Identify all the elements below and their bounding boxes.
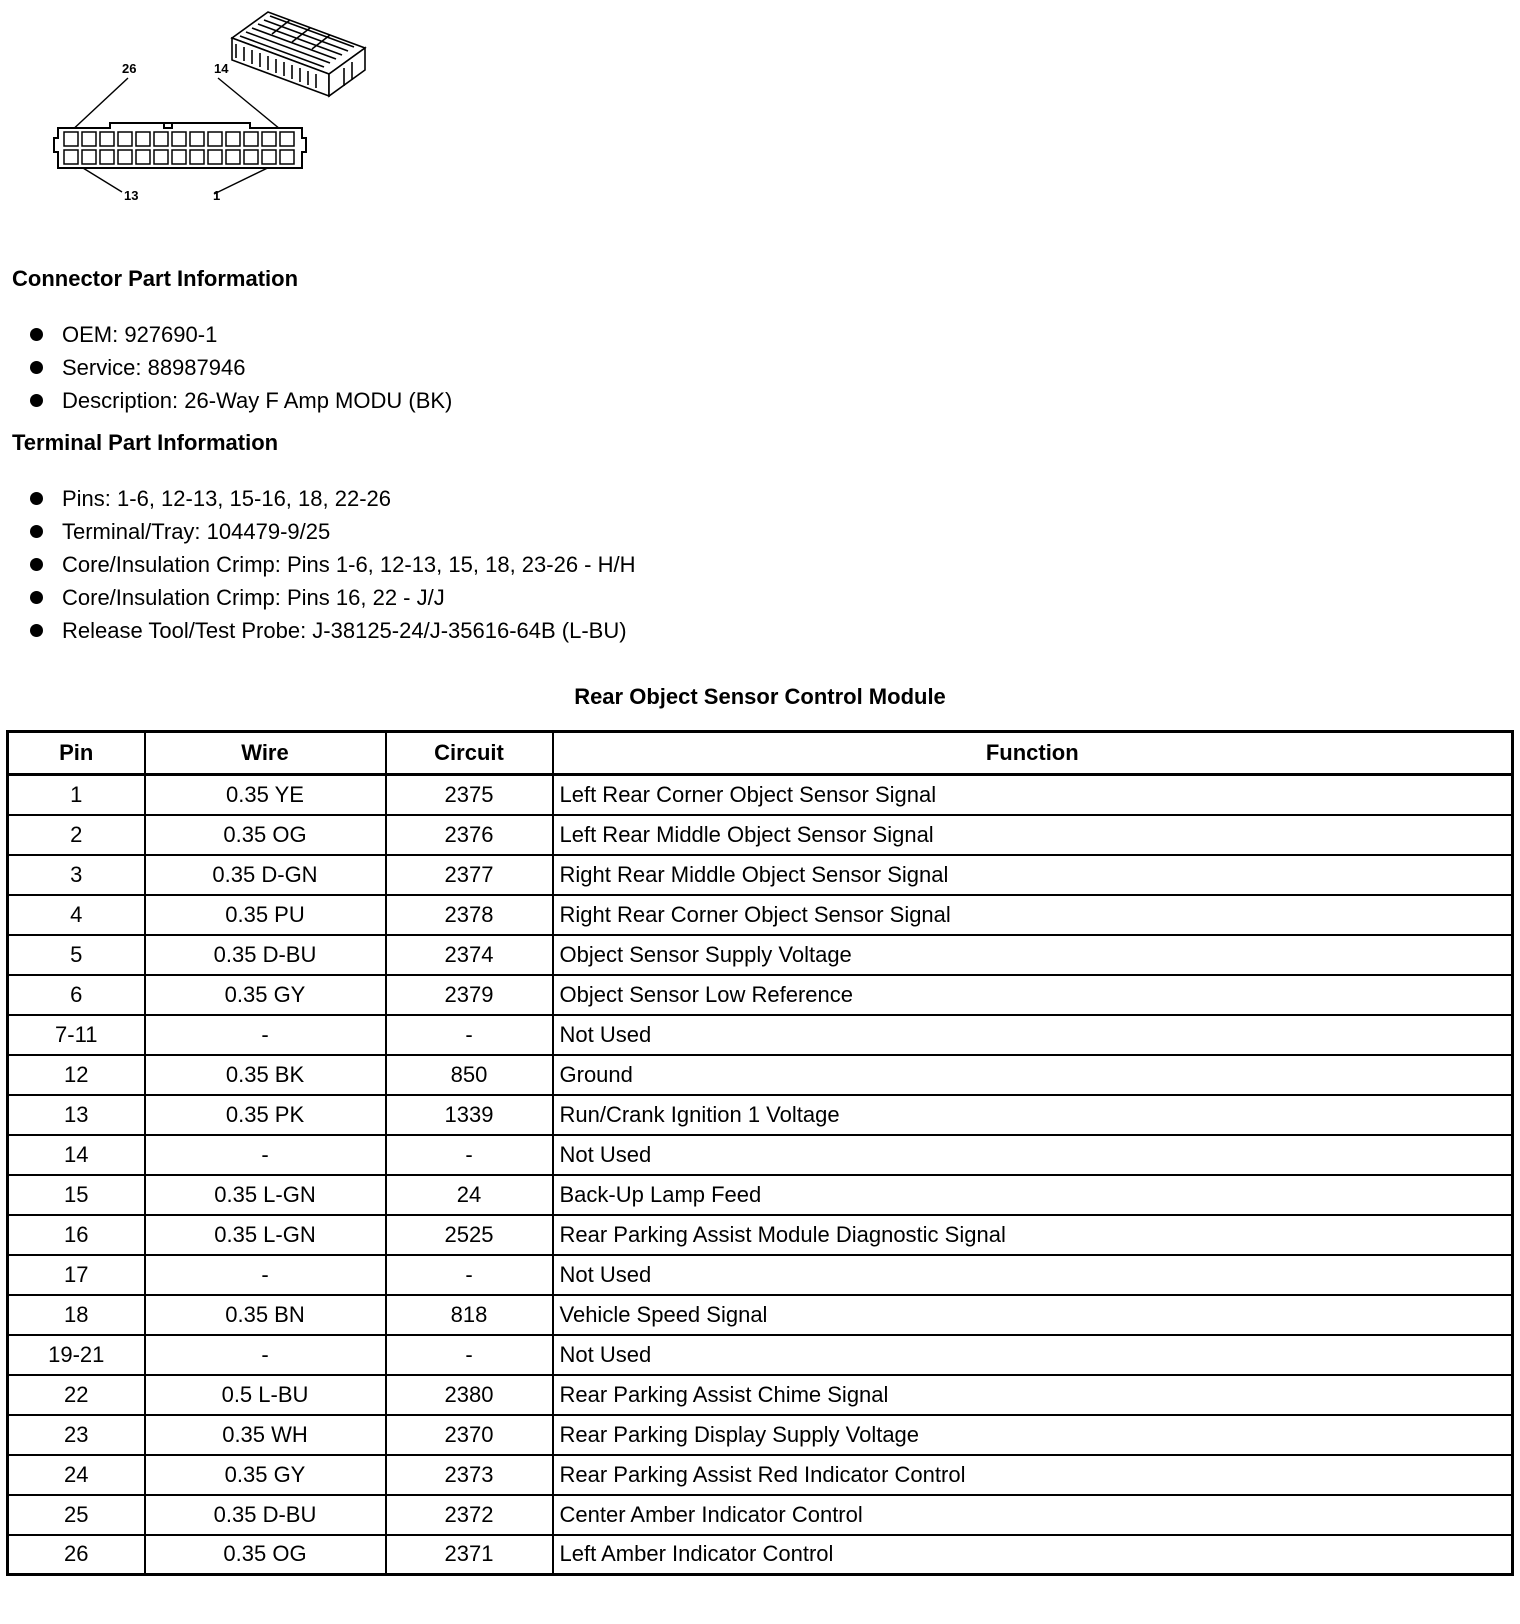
cell-wire: 0.35 GY: [145, 1455, 386, 1495]
cell-function: Run/Crank Ignition 1 Voltage: [553, 1095, 1513, 1135]
cell-circuit: 2373: [386, 1455, 553, 1495]
cell-function: Not Used: [553, 1255, 1513, 1295]
connector-part-oem: OEM: 927690-1: [62, 322, 218, 347]
table-row: [8, 1455, 1513, 1495]
list-item: [30, 581, 636, 614]
cell-pin: 7-11: [8, 1015, 145, 1055]
table-row: [8, 1135, 1513, 1175]
connector-drawing: [40, 10, 380, 215]
cell-pin: 24: [8, 1455, 145, 1495]
bullet-icon: [30, 558, 43, 571]
cell-circuit: 2379: [386, 975, 553, 1015]
terminal-part-release-tool: Release Tool/Test Probe: J-38125-24/J-35616-64B (L-BU): [62, 618, 627, 643]
cell-circuit: 2377: [386, 855, 553, 895]
table-row: [8, 855, 1513, 895]
cell-function: Object Sensor Supply Voltage: [553, 935, 1513, 975]
cell-function: Center Amber Indicator Control: [553, 1495, 1513, 1535]
cell-circuit: 818: [386, 1295, 553, 1335]
cell-pin: 18: [8, 1295, 145, 1335]
cell-pin: 15: [8, 1175, 145, 1215]
cell-pin: 22: [8, 1375, 145, 1415]
cell-wire: 0.35 BK: [145, 1055, 386, 1095]
list-item: [30, 614, 636, 647]
table-header-row: [8, 732, 1513, 775]
cell-function: Left Rear Middle Object Sensor Signal: [553, 815, 1513, 855]
list-item: [30, 515, 636, 548]
table-row: [8, 1495, 1513, 1535]
terminal-part-pins: Pins: 1-6, 12-13, 15-16, 18, 22-26: [62, 486, 391, 511]
cell-circuit: 2380: [386, 1375, 553, 1415]
table-row: [8, 975, 1513, 1015]
connector-part-description: Description: 26-Way F Amp MODU (BK): [62, 388, 453, 413]
table-row: [8, 1175, 1513, 1215]
cell-circuit: 2372: [386, 1495, 553, 1535]
cell-circuit: -: [386, 1135, 553, 1175]
cell-pin: 1: [8, 775, 145, 815]
cell-function: Right Rear Corner Object Sensor Signal: [553, 895, 1513, 935]
connector-part-heading: Connector Part Information: [12, 266, 299, 291]
cell-function: Not Used: [553, 1135, 1513, 1175]
table-title: Rear Object Sensor Control Module: [574, 684, 946, 709]
cell-pin: 19-21: [8, 1335, 145, 1375]
list-item: [30, 351, 452, 384]
cell-pin: 12: [8, 1055, 145, 1095]
cell-wire: 0.35 OG: [145, 1535, 386, 1575]
cell-pin: 4: [8, 895, 145, 935]
cell-wire: 0.35 GY: [145, 975, 386, 1015]
cell-wire: 0.35 D-BU: [145, 1495, 386, 1535]
list-item: [30, 384, 452, 417]
bullet-icon: [30, 394, 43, 407]
cell-circuit: 2525: [386, 1215, 553, 1255]
connector-part-list: [30, 318, 452, 417]
connector-part-service: Service: 88987946: [62, 355, 246, 380]
cell-wire: -: [145, 1335, 386, 1375]
cell-function: Vehicle Speed Signal: [553, 1295, 1513, 1335]
header-pin: Pin: [8, 732, 145, 775]
cell-function: Object Sensor Low Reference: [553, 975, 1513, 1015]
cell-pin: 5: [8, 935, 145, 975]
table-row: [8, 1055, 1513, 1095]
table-row: [8, 1415, 1513, 1455]
cell-circuit: 850: [386, 1055, 553, 1095]
bullet-icon: [30, 624, 43, 637]
cell-function: Rear Parking Assist Module Diagnostic Signal: [553, 1215, 1513, 1255]
cell-circuit: 24: [386, 1175, 553, 1215]
cell-circuit: 2376: [386, 815, 553, 855]
list-item: [30, 548, 636, 581]
terminal-part-crimp-hh: Core/Insulation Crimp: Pins 1-6, 12-13, 15, 18, 23-26 - H/H: [62, 552, 636, 577]
pinout-table: [6, 730, 1514, 1576]
terminal-part-heading: Terminal Part Information: [12, 430, 279, 455]
cell-pin: 6: [8, 975, 145, 1015]
table-row: [8, 1375, 1513, 1415]
bullet-icon: [30, 525, 43, 538]
cell-wire: 0.35 L-GN: [145, 1175, 386, 1215]
cell-wire: 0.35 OG: [145, 815, 386, 855]
cell-function: Not Used: [553, 1335, 1513, 1375]
cell-pin: 23: [8, 1415, 145, 1455]
cell-circuit: 2370: [386, 1415, 553, 1455]
cell-circuit: -: [386, 1255, 553, 1295]
cell-wire: 0.35 D-GN: [145, 855, 386, 895]
cell-function: Left Amber Indicator Control: [553, 1535, 1513, 1575]
bullet-icon: [30, 591, 43, 604]
cell-pin: 13: [8, 1095, 145, 1135]
bullet-icon: [30, 361, 43, 374]
terminal-part-list: [30, 482, 636, 647]
cell-function: Rear Parking Assist Chime Signal: [553, 1375, 1513, 1415]
connector-diagram: [40, 10, 380, 215]
table-row: [8, 1335, 1513, 1375]
cell-function: Rear Parking Assist Red Indicator Control: [553, 1455, 1513, 1495]
pin-label-top-left: 26: [122, 61, 137, 76]
table-row: [8, 1255, 1513, 1295]
cell-pin: 3: [8, 855, 145, 895]
cell-wire: 0.35 WH: [145, 1415, 386, 1455]
connector-housing-3d: [232, 12, 365, 96]
terminal-part-tray: Terminal/Tray: 104479-9/25: [62, 519, 331, 544]
terminal-part-crimp-jj: Core/Insulation Crimp: Pins 16, 22 - J/J: [62, 585, 445, 610]
bullet-icon: [30, 328, 43, 341]
cell-wire: 0.35 L-GN: [145, 1215, 386, 1255]
cell-circuit: 2375: [386, 775, 553, 815]
cell-wire: 0.35 D-BU: [145, 935, 386, 975]
cell-function: Left Rear Corner Object Sensor Signal: [553, 775, 1513, 815]
cell-pin: 17: [8, 1255, 145, 1295]
cell-wire: 0.5 L-BU: [145, 1375, 386, 1415]
list-item: [30, 482, 636, 515]
cell-function: Not Used: [553, 1015, 1513, 1055]
bullet-icon: [30, 492, 43, 505]
cell-pin: 16: [8, 1215, 145, 1255]
cell-wire: 0.35 PK: [145, 1095, 386, 1135]
table-row: [8, 1295, 1513, 1335]
cell-function: Right Rear Middle Object Sensor Signal: [553, 855, 1513, 895]
cell-circuit: 2374: [386, 935, 553, 975]
cell-wire: 0.35 YE: [145, 775, 386, 815]
table-row: [8, 1215, 1513, 1255]
pin-label-bottom-right: 1: [213, 188, 221, 203]
cell-circuit: 2378: [386, 895, 553, 935]
cell-pin: 25: [8, 1495, 145, 1535]
header-circuit: Circuit: [386, 732, 553, 775]
cell-wire: -: [145, 1135, 386, 1175]
cell-circuit: 1339: [386, 1095, 553, 1135]
header-wire: Wire: [145, 732, 386, 775]
cell-wire: 0.35 BN: [145, 1295, 386, 1335]
cell-wire: 0.35 PU: [145, 895, 386, 935]
header-function: Function: [553, 732, 1513, 775]
pin-label-top-right: 14: [214, 61, 229, 76]
cell-function: Ground: [553, 1055, 1513, 1095]
cell-pin: 2: [8, 815, 145, 855]
cell-function: Back-Up Lamp Feed: [553, 1175, 1513, 1215]
table-row: [8, 815, 1513, 855]
cell-pin: 26: [8, 1535, 145, 1575]
list-item: [30, 318, 452, 351]
cell-pin: 14: [8, 1135, 145, 1175]
table-row: [8, 935, 1513, 975]
table-row: [8, 1095, 1513, 1135]
cell-function: Rear Parking Display Supply Voltage: [553, 1415, 1513, 1455]
table-row: [8, 1535, 1513, 1575]
table-row: [8, 895, 1513, 935]
cell-circuit: -: [386, 1335, 553, 1375]
cell-circuit: -: [386, 1015, 553, 1055]
table-row: [8, 775, 1513, 815]
cell-circuit: 2371: [386, 1535, 553, 1575]
cell-wire: -: [145, 1255, 386, 1295]
cell-wire: -: [145, 1015, 386, 1055]
table-row: [8, 1015, 1513, 1055]
pin-label-bottom-left: 13: [124, 188, 139, 203]
